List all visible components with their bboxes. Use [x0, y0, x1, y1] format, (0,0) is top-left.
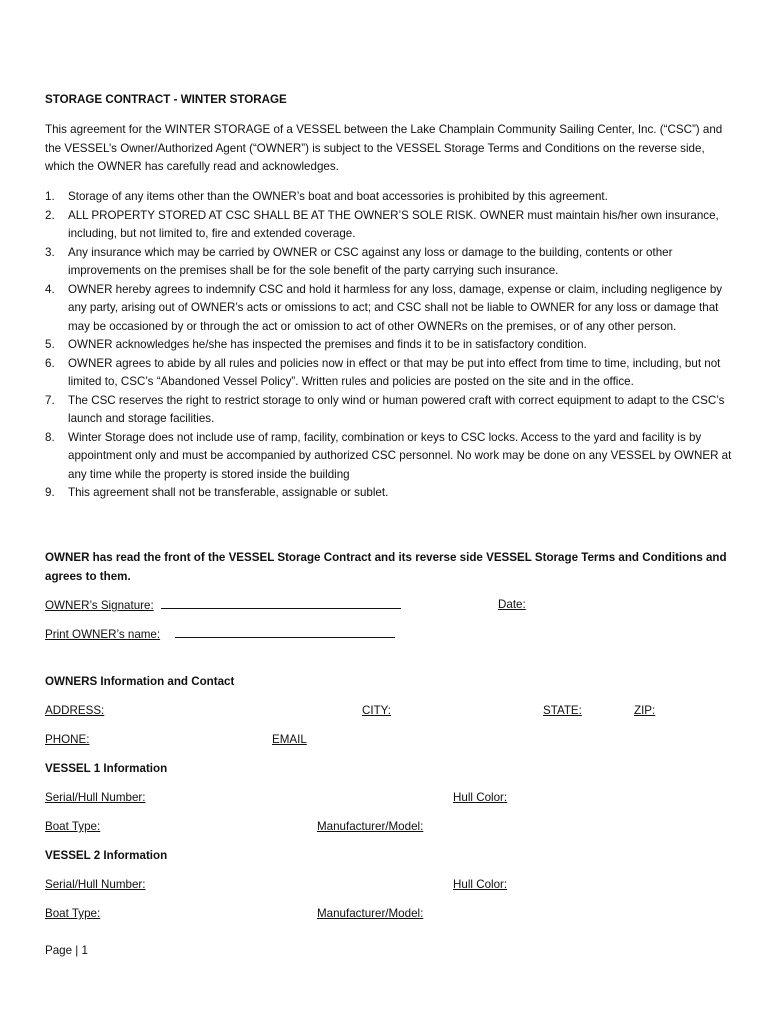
email-label: EMAIL [272, 733, 307, 746]
list-item [45, 188, 735, 207]
intro-paragraph: This agreement for the WINTER STORAGE of a VESSEL between the Lake Champlain Community Sailing Center, Inc. (“CSC”) and the VESSEL’s Owner/Authorized Agent (“OWNER”) is subject to the VESSEL Storage Terms and Conditions on the reverse side, which the OWNER has carefully read and acknowledges. [45, 123, 723, 173]
signature-row [45, 596, 401, 616]
list-item [45, 207, 735, 244]
list-item [45, 429, 735, 485]
print-name-row [45, 625, 395, 645]
vessel1-boat-type-label: Boat Type: [45, 820, 101, 833]
document-title: STORAGE CONTRACT - WINTER STORAGE [45, 93, 287, 106]
list-item [45, 355, 735, 392]
print-name-label: Print OWNER’s name: [45, 628, 161, 641]
terms-list [45, 188, 735, 503]
item-number: 6. [45, 356, 55, 370]
list-item [45, 281, 735, 337]
list-item [45, 392, 735, 429]
vessel2-heading: VESSEL 2 Information [45, 849, 168, 862]
city-label: CITY: [362, 704, 391, 717]
vessel1-hull-color-label: Hull Color: [453, 791, 508, 804]
vessel1-manufacturer-label: Manufacturer/Model: [317, 820, 424, 833]
list-item [45, 484, 735, 503]
vessel2-hull-color-label: Hull Color: [453, 878, 508, 891]
item-text: OWNER acknowledges he/she has inspected the premises and finds it to be in satisfactory condition. [68, 338, 587, 351]
list-item [45, 336, 735, 355]
signature-field[interactable] [161, 596, 401, 609]
item-number: 1. [45, 190, 55, 203]
item-number: 9. [45, 486, 55, 499]
vessel2-serial-label: Serial/Hull Number: [45, 878, 146, 891]
item-text: This agreement shall not be transferable, assignable or sublet. [68, 486, 389, 499]
item-number: 4. [45, 282, 55, 296]
page-number: Page | 1 [45, 944, 88, 957]
vessel2-boat-type-label: Boat Type: [45, 907, 101, 920]
item-text: ALL PROPERTY STORED AT CSC SHALL BE AT THE OWNER’S SOLE RISK. OWNER must maintain his/her own insurance, including, but not limited to, fire and extended coverage. [68, 208, 719, 240]
item-number: 2. [45, 208, 55, 222]
print-name-field[interactable] [175, 625, 395, 638]
address-label: ADDRESS: [45, 704, 105, 717]
item-number: 3. [45, 245, 55, 259]
date-row [498, 596, 526, 615]
vessel2-manufacturer-label: Manufacturer/Model: [317, 907, 424, 920]
item-number: 7. [45, 393, 55, 407]
item-text: Storage of any items other than the OWNER’s boat and boat accessories is prohibited by this agreement. [68, 190, 608, 203]
item-number: 5. [45, 338, 55, 351]
signature-label: OWNER’s Signature: [45, 599, 154, 612]
date-label: Date: [498, 598, 526, 611]
item-text: OWNER hereby agrees to indemnify CSC and hold it harmless for any loss, damage, expense or claim, including negligence by any party, arising out of OWNER’s acts or omissions to act; and CSC shall not be liable to OWNER for any loss or damage that may be occasioned by or through the act or omission to act of other OWNERs on the premises, or of any other person. [68, 282, 723, 333]
phone-label: PHONE: [45, 733, 90, 746]
item-number: 8. [45, 430, 55, 444]
item-text: OWNER agrees to abide by all rules and policies now in effect or that may be put into effect from time to time, including, but not limited to, CSC’s “Abandoned Vessel Policy”. Written rules and policies are posted on the site and in the office. [68, 356, 721, 388]
acknowledgement-statement: OWNER has read the front of the VESSEL Storage Contract and its reverse side VESSEL Storage Terms and Conditions and agrees to them. [45, 551, 727, 583]
item-text: Winter Storage does not include use of ramp, facility, combination or keys to CSC locks. Access to the yard and facility is by appointment only and must be accompanied by authorized CSC personnel. No work may be done on any VESSEL by OWNER at any time while the property is stored inside the building [68, 430, 732, 481]
vessel1-serial-label: Serial/Hull Number: [45, 791, 146, 804]
item-text: Any insurance which may be carried by OWNER or CSC against any loss or damage to the building, contents or other improvements on the premises shall be for the sole benefit of the party carrying such insurance. [68, 245, 673, 277]
vessel1-heading: VESSEL 1 Information [45, 762, 168, 775]
zip-label: ZIP: [634, 704, 656, 717]
owner-info-heading: OWNERS Information and Contact [45, 675, 235, 688]
list-item [45, 244, 735, 281]
state-label: STATE: [543, 704, 582, 717]
item-text: The CSC reserves the right to restrict storage to only wind or human powered craft with correct equipment to adapt to the CSC’s launch and storage facilities. [68, 393, 725, 425]
